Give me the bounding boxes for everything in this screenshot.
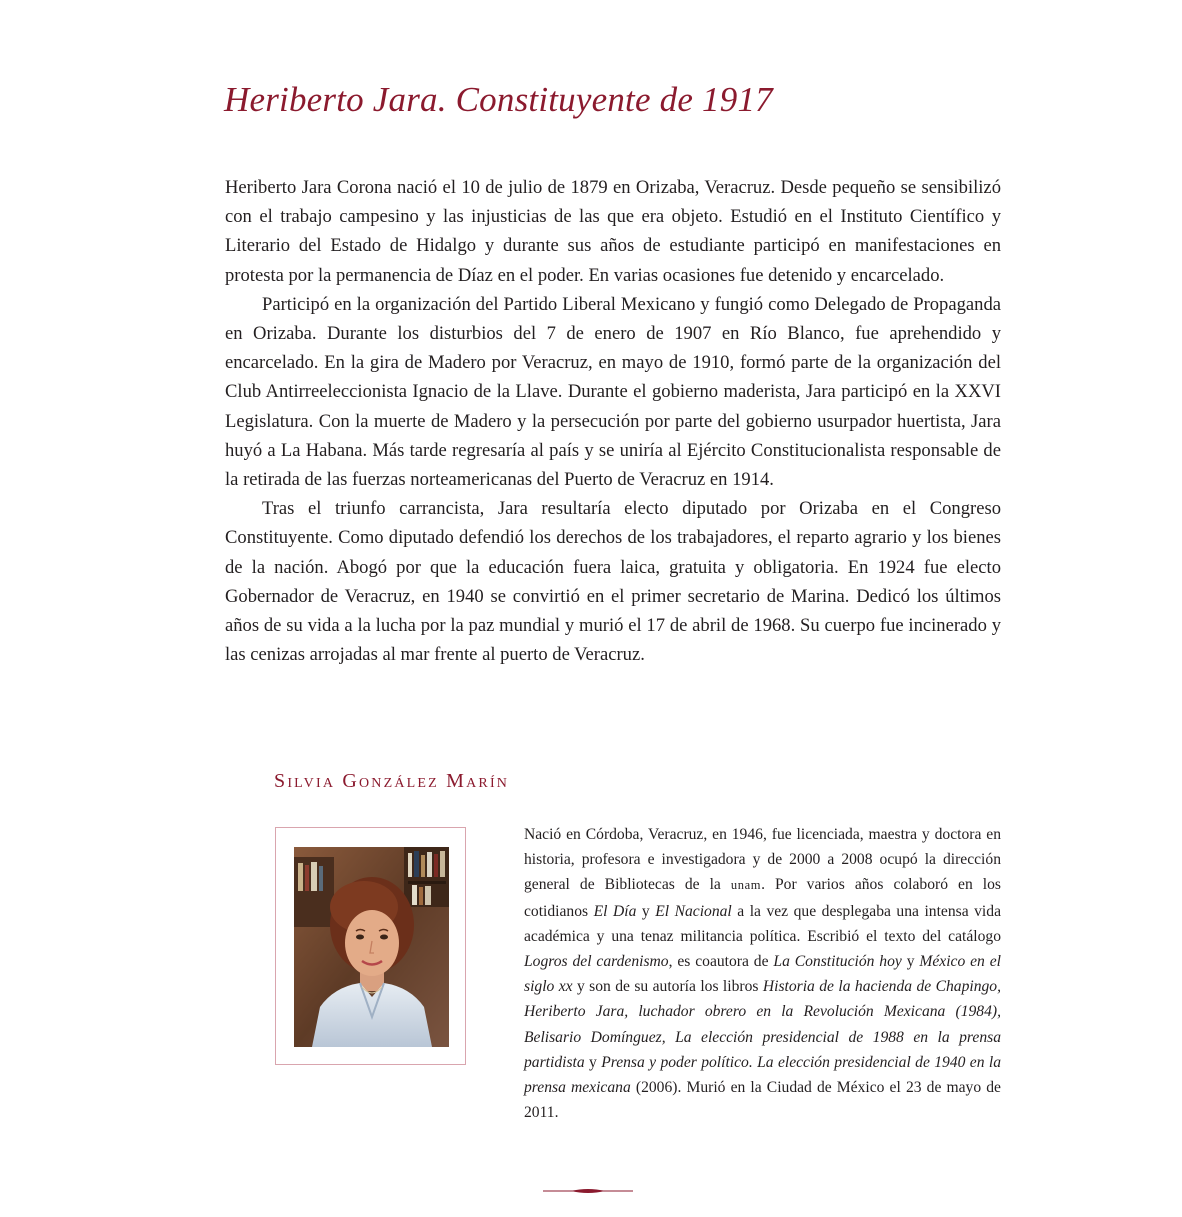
bio-text-unam: unam [730, 878, 762, 893]
author-portrait [294, 847, 449, 1047]
bio-text: y [636, 902, 656, 920]
page-divider-ornament-icon [543, 1186, 633, 1196]
author-bio [524, 822, 1001, 1125]
article-paragraph: Tras el triunfo carrancista, Jara resultaría electo diputado por Orizaba en el Congreso Constituyente. Como diputado defendió los derechos de los trabajadores, el reparto agrario y los bienes de la nación. Abogó por que la educación fuera laica, gratuita y obligatoria. En 1924 fue electo Gobernador de Veracruz, en 1940 se convirtió en el primer secretario de Marina. Dedicó los últimos años de su vida a la lucha por la paz mundial y murió el 17 de abril de 1968. Su cuerpo fue incinerado y las cenizas arrojadas al mar frente al puerto de Veracruz. [225, 498, 1001, 666]
bio-text: y [584, 1053, 602, 1071]
bio-title-el-dia: El Día [593, 902, 637, 920]
bio-title-mexico-siglo: México en el siglo xx [524, 953, 1001, 996]
bio-text: a la vez que desplegaba una intensa vida académica y una tenaz militancia política. Escribió el texto del catálogo [524, 902, 1001, 945]
author-name: Silvia González Marín [274, 770, 510, 792]
bio-text: . Por varios años colaboró en los cotidianos [524, 876, 1001, 920]
bio-title-el-nacional: El Nacional [655, 902, 732, 920]
bio-title-prensa: Prensa y poder político. La elección presidencial de 1940 en la prensa mexicana [524, 1053, 1002, 1097]
bio-text: (2006). Murió en la Ciudad de México el 23 de mayo de 2011. [524, 1079, 1001, 1122]
author-photo-frame [275, 827, 466, 1065]
bio-text: Nació en Córdoba, Veracruz, en 1946, fue licenciada, maestra y doctora en historia, profesora e investigadora y de 2000 a 2008 ocupó la dirección general de Bibliotecas de la [524, 826, 1001, 894]
bio-text: y son de su autoría los libros [572, 978, 763, 996]
article-body [225, 173, 1001, 669]
bio-title-logros: Logros del cardenismo [524, 953, 669, 971]
article-paragraph: Participó en la organización del Partido Liberal Mexicano y fungió como Delegado de Propaganda en Orizaba. Durante los disturbios del 7 de enero de 1907 en Río Blanco, fue aprehendido y encarcelado. En la gira de Madero por Veracruz, en mayo de 1910, formó parte de la organización del Club Antirreeleccionista Ignacio de la Llave. Durante el gobierno maderista, Jara participó en la XXVI Legislatura. Con la muerte de Madero y la persecución por parte del gobierno usurpador huertista, Jara huyó a La Habana. Más tarde regresaría al país y se uniría al Ejército Constitucionalista responsable de la retirada de las fuerzas norteamericanas del Puerto de Veracruz en 1914. [225, 293, 1001, 491]
bio-text: y [901, 953, 920, 971]
article-title: Heriberto Jara. Constituyente de 1917 [224, 80, 773, 119]
bio-text: , es coautora de [668, 953, 774, 971]
bio-title-books: Historia de la hacienda de Chapingo, Heriberto Jara, luchador obrero en la Revolución Mexicana (1984), Belisario Domínguez, La elección presidencial de 1988 en la prensa partidista [524, 978, 1001, 1071]
article-paragraph: Heriberto Jara Corona nació el 10 de julio de 1879 en Orizaba, Veracruz. Desde pequeño se sensibilizó con el trabajo campesino y las injusticias de las que era objeto. Estudió en el Instituto Científico y Literario del Estado de Hidalgo y durante sus años de estudiante participó en manifestaciones en protesta por la permanencia de Díaz en el poder. En varias ocasiones fue detenido y encarcelado. [225, 177, 1001, 286]
bio-title-constitucion: La Constitución hoy [773, 953, 902, 971]
